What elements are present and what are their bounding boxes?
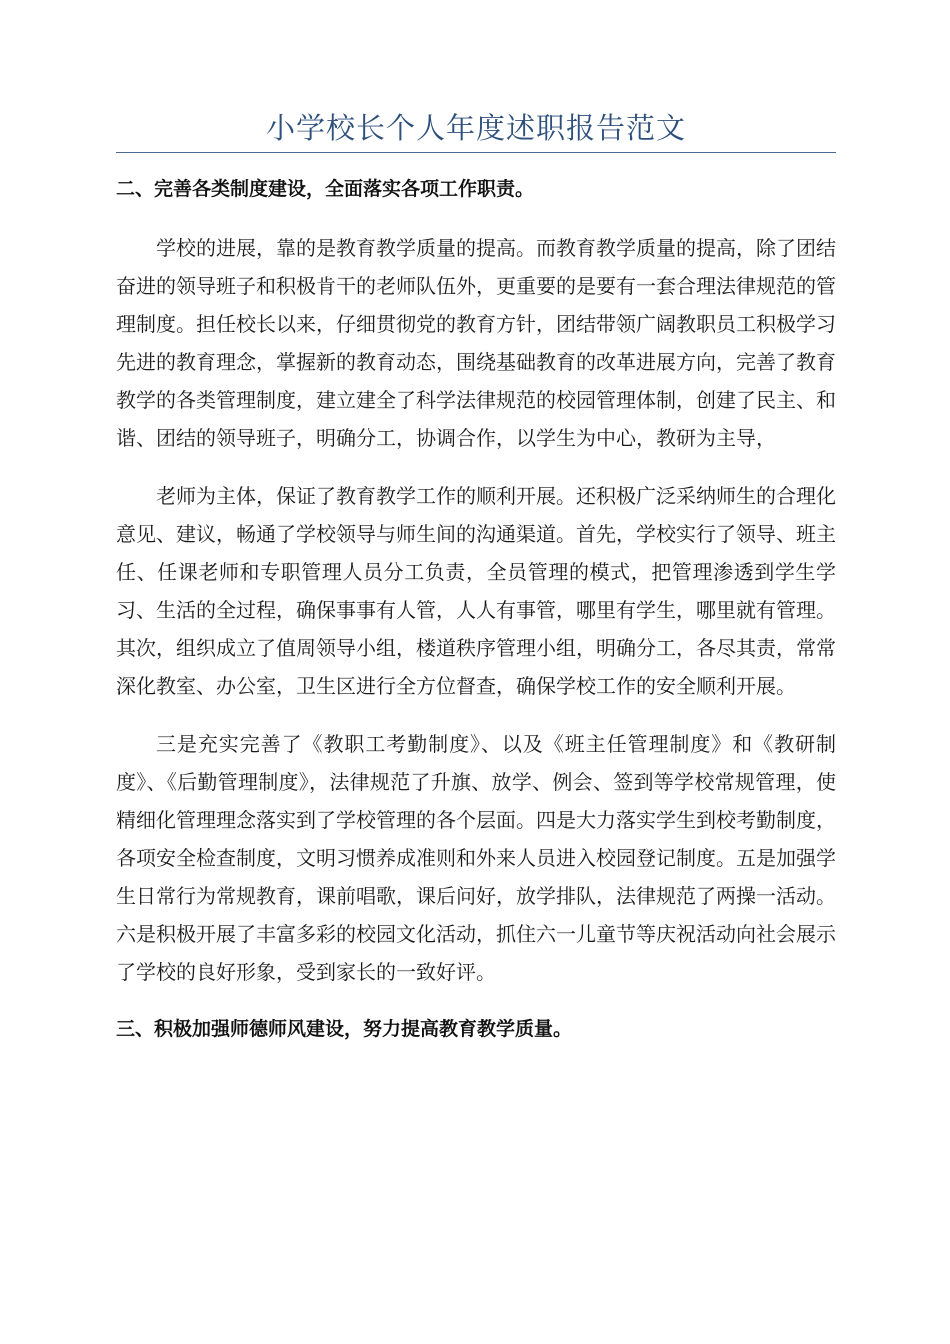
body-paragraph: 老师为主体，保证了教育教学工作的顺利开展。还积极广泛采纳师生的合理化意见、建议，畅通了学校领导与师生间的沟通渠道。首先，学校实行了领导、班主任、任课老师和专职管理人员分工负责，全员管理的模式，把管理渗透到学生学习、生活的全过程，确保事事有人管，人人有事管，哪里有学生，哪里就有管理。其次，组织成立了值周领导小组，楼道秩序管理小组，明确分工，各尽其责，常常深化教室、办公室，卫生区进行全方位督查，确保学校工作的安全顺利开展。: [116, 484, 836, 698]
section-heading-three: 三、积极加强师德师风建设，努力提高教育教学质量。: [116, 1018, 573, 1040]
section-heading-two: 二、完善各类制度建设，全面落实各项工作职责。: [116, 178, 535, 200]
document-title: 小学校长个人年度述职报告范文: [116, 108, 836, 153]
body-paragraph: 学校的进展，靠的是教育教学质量的提高。而教育教学质量的提高，除了团结奋进的领导班子和积极肯干的老师队伍外，更重要的是要有一套合理法律规范的管理制度。担任校长以来，仔细贯彻党的教育方针，团结带领广阔教职员工积极学习先进的教育理念，掌握新的教育动态，围绕基础教育的改革进展方向，完善了教育教学的各类管理制度，建立建全了科学法律规范的校园管理体制，创建了民主、和谐、团结的领导班子，明确分工，协调合作，以学生为中心，教研为主导，: [116, 236, 836, 450]
body-paragraph: 三是充实完善了《教职工考勤制度》、以及《班主任管理制度》和《教研制度》、《后勤管理制度》，法律规范了升旗、放学、例会、签到等学校常规管理，使精细化管理理念落实到了学校管理的各个层面。四是大力落实学生到校考勤制度，各项安全检查制度，文明习惯养成准则和外来人员进入校园登记制度。五是加强学生日常行为常规教育，课前唱歌，课后问好，放学排队，法律规范了两操一活动。六是积极开展了丰富多彩的校园文化活动，抓住六一儿童节等庆祝活动向社会展示了学校的良好形象，受到家长的一致好评。: [116, 732, 836, 984]
document-page: [116, 108, 836, 1043]
